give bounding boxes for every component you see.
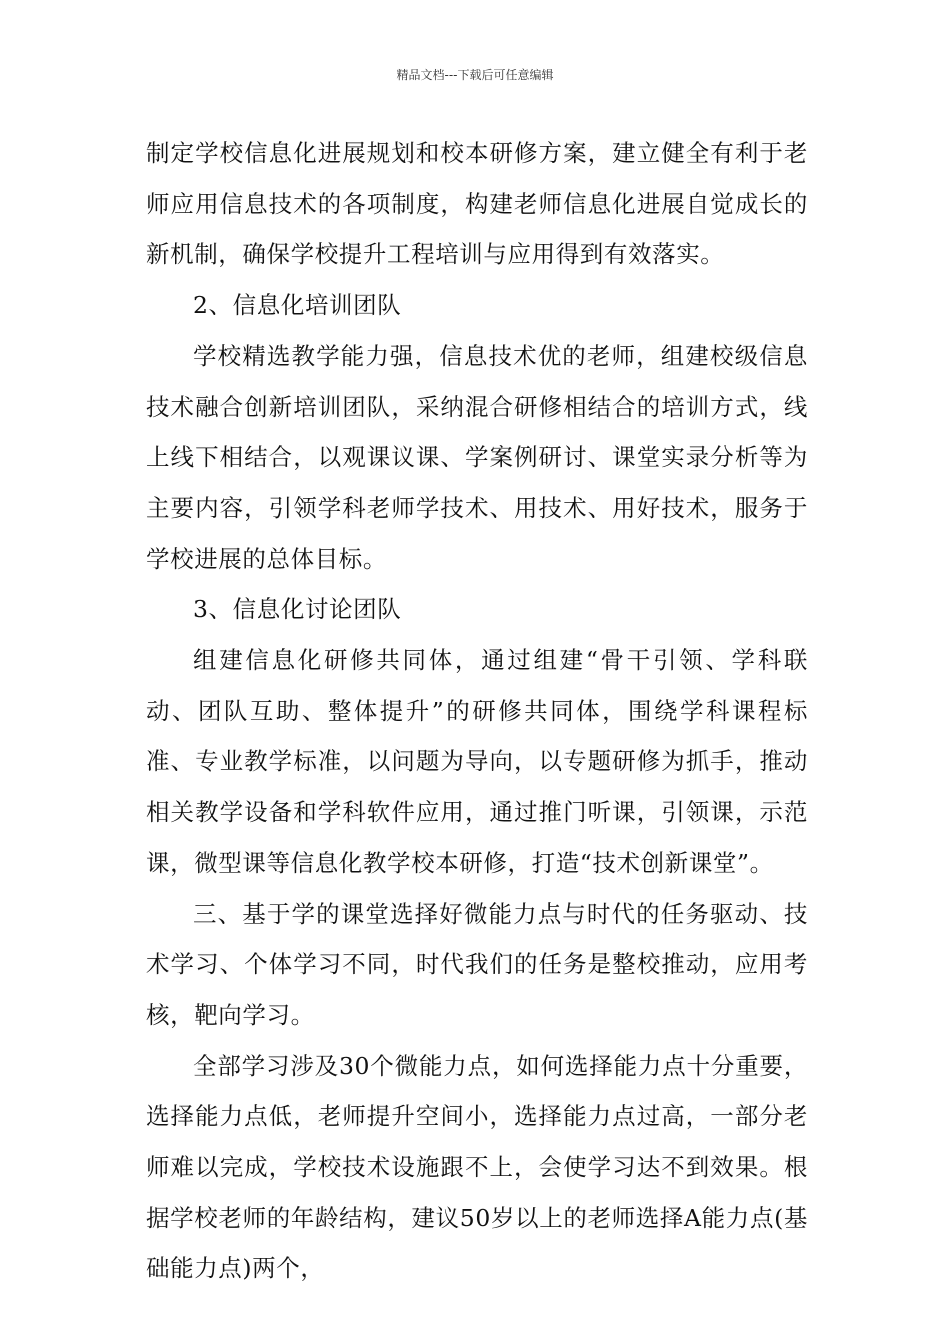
paragraph-section-three: 三、基于学的课堂选择好微能力点与时代的任务驱动、技术学习、个体学习不同，时代我们的任务是整校推动，应用考核，靶向学习。 <box>146 899 808 1029</box>
paragraph-research-team: 组建信息化研修共同体，通过组建“骨干引领、学科联动、团队互助、整体提升”的研修共同体，围绕学科课程标准、专业教学标准，以问题为导向，以专题研修为抓手，推动相关教学设备和学科软件应用，通过推门听课，引领课，示范课，微型课等信息化教学校本研修，打造“技术创新课堂”。 <box>146 646 808 877</box>
document-body <box>146 128 808 1294</box>
page-header: 精品文档---下载后可任意编辑 <box>396 68 554 82</box>
paragraph-micro-abilities: 全部学习涉及30个微能力点，如何选择能力点十分重要，选择能力点低，老师提升空间小，选择能力点过高，一部分老师难以完成，学校技术设施跟不上，会使学习达不到效果。根据学校老师的年龄结构，建议50岁以上的老师选择A能力点(基础能力点)两个， <box>146 1051 808 1283</box>
section-heading-research-team: 3、信息化讨论团队 <box>193 595 402 624</box>
section-heading-training-team: 2、信息化培训团队 <box>193 291 402 320</box>
paragraph-training-team: 学校精选教学能力强，信息技术优的老师，组建校级信息技术融合创新培训团队，采纳混合研修相结合的培训方式，线上线下相结合，以观课议课、学案例研讨、课堂实录分析等为主要内容，引领学科老师学技术、用技术、用好技术，服务于学校进展的总体目标。 <box>146 341 808 573</box>
paragraph-continuation: 制定学校信息化进展规划和校本研修方案，建立健全有利于老师应用信息技术的各项制度，构建老师信息化进展自觉成长的新机制，确保学校提升工程培训与应用得到有效落实。 <box>146 139 808 269</box>
